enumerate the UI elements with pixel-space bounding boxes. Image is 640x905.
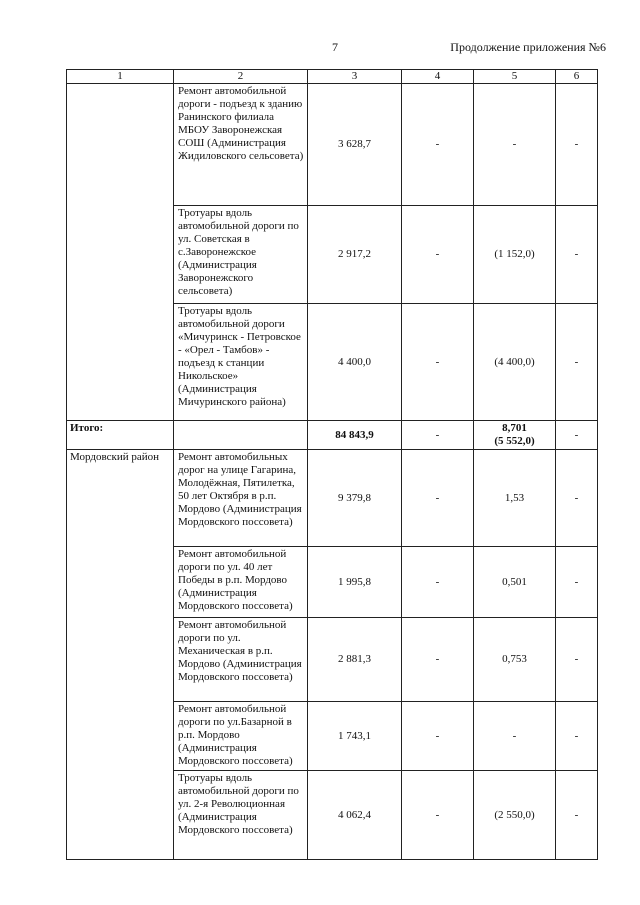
project-description: Ремонт автомобильной дороги по ул. 40 лет Победы в р.п. Мордово (Администрация Мордовского поссовета) [174, 547, 308, 618]
col5-cell: 0,753 [474, 618, 556, 702]
amount-cell: 2 917,2 [308, 206, 402, 304]
col5-cell: 0,501 [474, 547, 556, 618]
amount-cell: 9 379,8 [308, 450, 402, 547]
col6-cell: - [556, 547, 598, 618]
col6-cell: - [556, 450, 598, 547]
total-col5-line1: 8,701 [502, 422, 527, 434]
col4-cell: - [402, 450, 474, 547]
col5-cell: (4 400,0) [474, 304, 556, 421]
col4-cell: - [402, 206, 474, 304]
project-description: Ремонт автомобильной дороги - подъезд к зданию Ранинского филиала МБОУ Заворонежская СОШ (Администрация Жидиловского сельсовета) [174, 84, 308, 206]
page-header [0, 40, 640, 56]
col4-cell: - [402, 547, 474, 618]
col4-cell: - [402, 702, 474, 771]
total-empty-cell [174, 421, 308, 450]
total-label: Итого: [67, 421, 174, 450]
col5-cell: - [474, 84, 556, 206]
col6-cell: - [556, 618, 598, 702]
amount-cell: 2 881,3 [308, 618, 402, 702]
project-description: Тротуары вдоль автомобильной дороги «Мичуринск - Петровское - «Орел - Тамбов» - подъезд к станции Никольское» (Администрация Мичуринского района) [174, 304, 308, 421]
amount-cell: 4 062,4 [308, 771, 402, 860]
table-row [67, 450, 598, 547]
project-description: Тротуары вдоль автомобильной дороги по ул. Советская в с.Заворонежское (Администрация Заворонежского сельсовета) [174, 206, 308, 304]
col6-cell: - [556, 771, 598, 860]
appendix-table [66, 69, 598, 860]
col4-cell: - [402, 84, 474, 206]
amount-cell: 3 628,7 [308, 84, 402, 206]
col5-cell: (2 550,0) [474, 771, 556, 860]
project-description: Ремонт автомобильной дороги по ул. Механическая в р.п. Мордово (Администрация Мордовского поссовета) [174, 618, 308, 702]
col6-cell: - [556, 702, 598, 771]
col5-cell: - [474, 702, 556, 771]
table-row [67, 84, 598, 206]
district-name: Мордовский район [67, 450, 174, 860]
column-header: 4 [402, 70, 474, 84]
column-number-row [67, 70, 598, 84]
district-cell-empty [67, 84, 174, 421]
col6-cell: - [556, 304, 598, 421]
project-description: Ремонт автомобильных дорог на улице Гагарина, Молодёжная, Пятилетка, 50 лет Октября в р.п. Мордово (Администрация Мордовского поссовета) [174, 450, 308, 547]
amount-cell: 1 995,8 [308, 547, 402, 618]
column-header: 2 [174, 70, 308, 84]
continuation-note: Продолжение приложения №6 [450, 40, 606, 54]
column-header: 3 [308, 70, 402, 84]
total-amount: 84 843,9 [308, 421, 402, 450]
col6-cell: - [556, 206, 598, 304]
project-description: Ремонт автомобильной дороги по ул.Базарной в р.п. Мордово (Администрация Мордовского поссовета) [174, 702, 308, 771]
col4-cell: - [402, 771, 474, 860]
total-col5 [474, 421, 556, 450]
col5-cell: 1,53 [474, 450, 556, 547]
col4-cell: - [402, 304, 474, 421]
total-row [67, 421, 598, 450]
amount-cell: 1 743,1 [308, 702, 402, 771]
column-header: 5 [474, 70, 556, 84]
col6-cell: - [556, 84, 598, 206]
total-col4: - [402, 421, 474, 450]
amount-cell: 4 400,0 [308, 304, 402, 421]
page-number: 7 [332, 40, 338, 54]
col5-cell: (1 152,0) [474, 206, 556, 304]
col4-cell: - [402, 618, 474, 702]
total-col6: - [556, 421, 598, 450]
project-description: Тротуары вдоль автомобильной дороги по ул. 2-я Революционная (Администрация Мордовского поссовета) [174, 771, 308, 860]
column-header: 6 [556, 70, 598, 84]
column-header: 1 [67, 70, 174, 84]
total-col5-line2: (5 552,0) [494, 435, 535, 447]
